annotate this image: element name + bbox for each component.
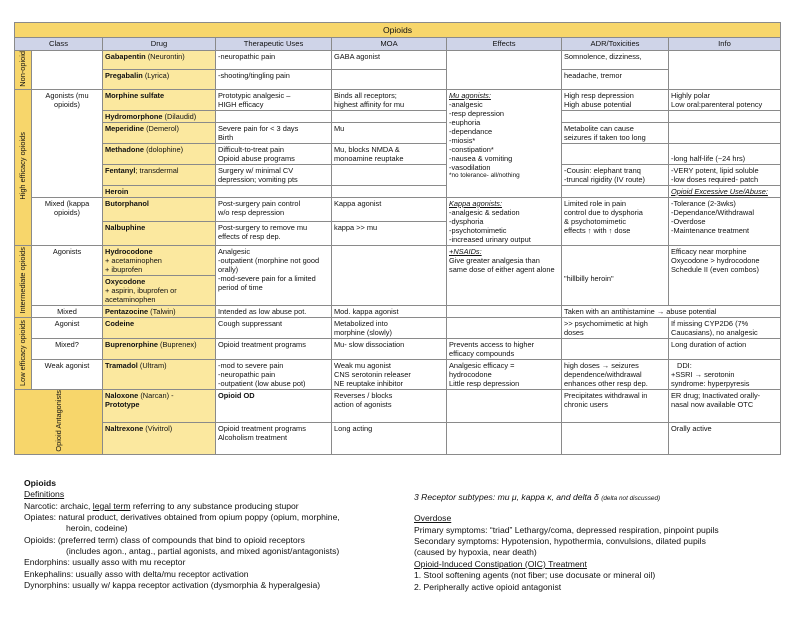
def-opiates: Opiates: natural product, derivatives obtained from opium poppy (opium, morphine, [24, 512, 340, 523]
group-intermediate: Intermediate opioids [15, 245, 32, 317]
def-enkephalins: Enkephalins: usually asso with delta/mu receptor activation [24, 568, 249, 579]
table-row: Mixed Pentazocine (Talwin) Intended as low abuse pot. Mod. kappa agonist Taken with an antihistamine → abuse potential [15, 306, 781, 318]
receptor-subtypes: 3 Receptor subtypes: mu μ, kappa κ, and delta δ (delta not discussed) [414, 492, 661, 502]
class-mixed: Mixed [32, 306, 103, 318]
nsaids-effects-cell: +NSAIDs: Give greater analgesia than same dose of either agent alone [447, 245, 562, 305]
def-endorphins: Endorphins: usually asso with mu receptor [24, 557, 186, 568]
class-weak-agonist: Weak agonist [32, 360, 103, 390]
def-narcotic: Narcotic: archaic, legal term referring to any substance producing stupor [24, 500, 299, 511]
header-uses: Therapeutic Uses [216, 38, 332, 50]
abuse-info-cell: -Tolerance (2-3wks) -Dependance/Withdrawal -Overdose -Maintenance treatment [669, 197, 781, 245]
def-opioids: Opioids: (preferred term) class of compounds that bind to opioid receptors [24, 534, 305, 545]
drug-hydrocodone: Hydrocodone + acetaminophen + ibuprofen [103, 245, 216, 275]
mu-effects-cell: Mu agonists: -analgesic -resp depression -euphoria -dependance -miosis* -constipation* -nausea & vomiting -vasodilation *no tolerance- all/nothing [447, 89, 562, 197]
drug-buprenorphine: Buprenorphine (Buprenex) [103, 339, 216, 360]
oic-item-1: 1. Stool softening agents (not fiber; use docusate or mineral oil) [414, 570, 656, 581]
drug-pregabalin: Pregabalin (Lyrica) [103, 70, 216, 89]
table-row: Heroin Opioid Excessive Use/Abuse: [15, 185, 781, 197]
class-mixed-kappa: Mixed (kappa opioids) [32, 197, 103, 245]
class-agonists: Agonists [32, 245, 103, 305]
drug-nalbuphine: Nalbuphine [103, 221, 216, 245]
group-high-efficacy: High efficacy opioids [15, 89, 32, 245]
header-adr: ADR/Toxicities [562, 38, 669, 50]
header-row [15, 38, 781, 50]
drug-butorphanol: Butorphanol [103, 197, 216, 221]
drug-morphine: Morphine sulfate [103, 89, 216, 110]
notes-title: Opioids [24, 478, 56, 488]
definitions-column: Opioids Definitions Narcotic: archaic, legal term referring to any substance producing stupor Opiates: natural product, derivatives obtained from opium poppy (opium, morphine, heroin, codeine) Opioids: (preferred term) class of compounds that bind to opioid receptors (includes agon., antag., partial agonists, and mixed agonist/antagonists) Endorphins: usually asso with mu receptor Enkephalins: usually asso with delta/mu receptor activation Dynorphins: usually w/ kappa receptor activation (dysmorphia & hyperalgesia) [24, 478, 404, 591]
study-sheet [0, 22, 794, 630]
drug-hydromorphone: Hydromorphone (Dilaudid) [103, 110, 216, 122]
table-row: Opioid Antagonists Naloxone (Narcan) - Prototype Opioid OD Reverses / blocks action of agonists Precipitates withdrawal in chronic users ER drug; Inactivated orally- nasal now available OTC [15, 390, 781, 422]
def-dynorphins: Dynorphins: usually w/ kappa receptor activation (dysmorphia & hyperalgesia) [24, 580, 321, 591]
drug-tramadol: Tramadol (Ultram) [103, 360, 216, 390]
header-drug: Drug [103, 38, 216, 50]
table-row: Low efficacy opioids Agonist Codeine Cough suppressant Metabolized into morphine (slowly) >> psychomimetic at high doses If missing CYP2D6 (7% Caucasians), no analgesic [15, 318, 781, 339]
header-effects: Effects [447, 38, 562, 50]
overdose-primary: Primary symptoms: “triad” Lethargy/coma, depressed respiration, pinpoint pupils [414, 524, 719, 535]
definitions-title: Definitions [24, 489, 65, 500]
table-row: Nalbuphine Post-surgery to remove mu effects of resp dep. kappa >> mu [15, 221, 781, 245]
header-info: Info [669, 38, 781, 50]
table-row: Mixed? Buprenorphine (Buprenex) Opioid treatment programs Mu- slow dissociation Prevents access to higher efficacy compounds Long duration of action [15, 339, 781, 360]
overdose-title: Overdose [414, 513, 452, 524]
table-row: High efficacy opioids Agonists (mu opioids) Morphine sulfate Prototypic analgesic – HIGH efficacy Binds all receptors; highest affinity for mu Mu agonists: -analgesic -resp depression -euphoria -dependance -miosis* -constipation* -nausea & vomiting -vasodilation *no tolerance- all/nothing High resp depression High abuse potential Highly polar Low oral:parenteral potency [15, 89, 781, 110]
table-row: Intermediate opioids Agonists Hydrocodone + acetaminophen + ibuprofen Analgesic -outpatient (morphine not good orally) -mod-severe pain for a limited period of time +NSAIDs: Give greater analgesia than same dose of either agent alone "hillbilly heroin" Efficacy near morphine Oxycodone > hydrocodone Schedule II (even combos) [15, 245, 781, 275]
drug-methadone: Methadone (dolophine) [103, 143, 216, 164]
group-non-opioid: Non-opioid [15, 50, 32, 89]
table-row: Mixed (kappa opioids) Butorphanol Post-surgery pain control w/o resp depression Kappa agonist Kappa agonists: -analgesic & sedation -dysphoria -psychotomimetic -increased urinary output Limited role in pain control due to dysphoria & psychotomimetic effects ↑ with ↑ dose -Tolerance (2-3wks) -Dependance/Withdrawal -Overdose -Maintenance treatment [15, 197, 781, 221]
opioids-table [14, 22, 781, 455]
class-agonist: Agonist [32, 318, 103, 339]
table-row: Pregabalin (Lyrica) -shooting/tingling pain headache, tremor [15, 70, 781, 89]
group-antagonists: Opioid Antagonists [15, 390, 103, 455]
drug-heroin: Heroin [103, 185, 216, 197]
drug-codeine: Codeine [103, 318, 216, 339]
overdose-column: 3 Receptor subtypes: mu μ, kappa κ, and delta δ (delta not discussed) Overdose Primary symptoms: “triad” Lethargy/coma, depressed respiration, pinpoint pupils Secondary symptoms: Hypotension, hypothermia, convulsions, dilated pupils (caused by hypoxia, near death) Opioid-Induced Constipation (OIC) Treatment 1. Stool softening agents (not fiber; use docusate or mineral oil) 2. Peripherally active opioid antagonist [414, 492, 794, 593]
group-low-efficacy: Low efficacy opioids [15, 318, 32, 390]
header-moa: MOA [332, 38, 447, 50]
overdose-secondary: Secondary symptoms: Hypotension, hypothermia, convulsions, dilated pupils [414, 536, 706, 547]
header-class: Class [15, 38, 103, 50]
oic-title: Opioid-Induced Constipation (OIC) Treatment [414, 558, 587, 569]
drug-oxycodone: Oxycodone + aspirin, ibuprofen or acetaminophen [103, 276, 216, 306]
drug-fentanyl: Fentanyl; transdermal [103, 164, 216, 185]
class-agonists-mu: Agonists (mu opioids) [32, 89, 103, 197]
drug-naloxone: Naloxone (Narcan) - Prototype [103, 390, 216, 422]
drug-naltrexone: Naltrexone (Vivitrol) [103, 422, 216, 454]
kappa-effects-cell: Kappa agonists: -analgesic & sedation -dysphoria -psychotomimetic -increased urinary output [447, 197, 562, 245]
table-row: Weak agonist Tramadol (Ultram) -mod to severe pain -neuropathic pain -outpatient (low abuse pot) Weak mu agonist CNS serotonin releaser NE reuptake inhibitor Analgesic efficacy = hydrocodone Little resp depression high doses → seizures dependence/withdrawal enhances other resp dep. DDI: +SSRI → serotonin syndrome: hyperpyresis [15, 360, 781, 390]
table-row [15, 110, 781, 122]
table-row: Meperidine (Demerol) Severe pain for < 3 days Birth Mu Metabolite can cause seizures if taken too long [15, 122, 781, 143]
table-row: Methadone (dolophine) Difficult-to-treat pain Opioid abuse programs Mu, blocks NMDA & monoamine reuptake -long half-life (~24 hrs) [15, 143, 781, 164]
table-row: Fentanyl; transdermal Surgery w/ minimal CV depression; vomiting pts -Cousin: elephant tranq -truncal rigidity (IV route) -VERY potent, lipid soluble -low doses required- patch [15, 164, 781, 185]
oic-item-2: 2. Peripherally active opioid antagonist [414, 581, 562, 592]
drug-pentazocine: Pentazocine (Talwin) [103, 306, 216, 318]
drug-gabapentin: Gabapentin (Neurontin) [103, 50, 216, 69]
drug-meperidine: Meperidine (Demerol) [103, 122, 216, 143]
class-mixed-q: Mixed? [32, 339, 103, 360]
table-title: Opioids [15, 23, 781, 38]
table-row: Non-opioid Gabapentin (Neurontin) -neuropathic pain GABA agonist Somnolence, dizziness, [15, 50, 781, 69]
table-row: Naltrexone (Vivitrol) Opioid treatment programs Alcoholism treatment Long acting Orally active [15, 422, 781, 454]
